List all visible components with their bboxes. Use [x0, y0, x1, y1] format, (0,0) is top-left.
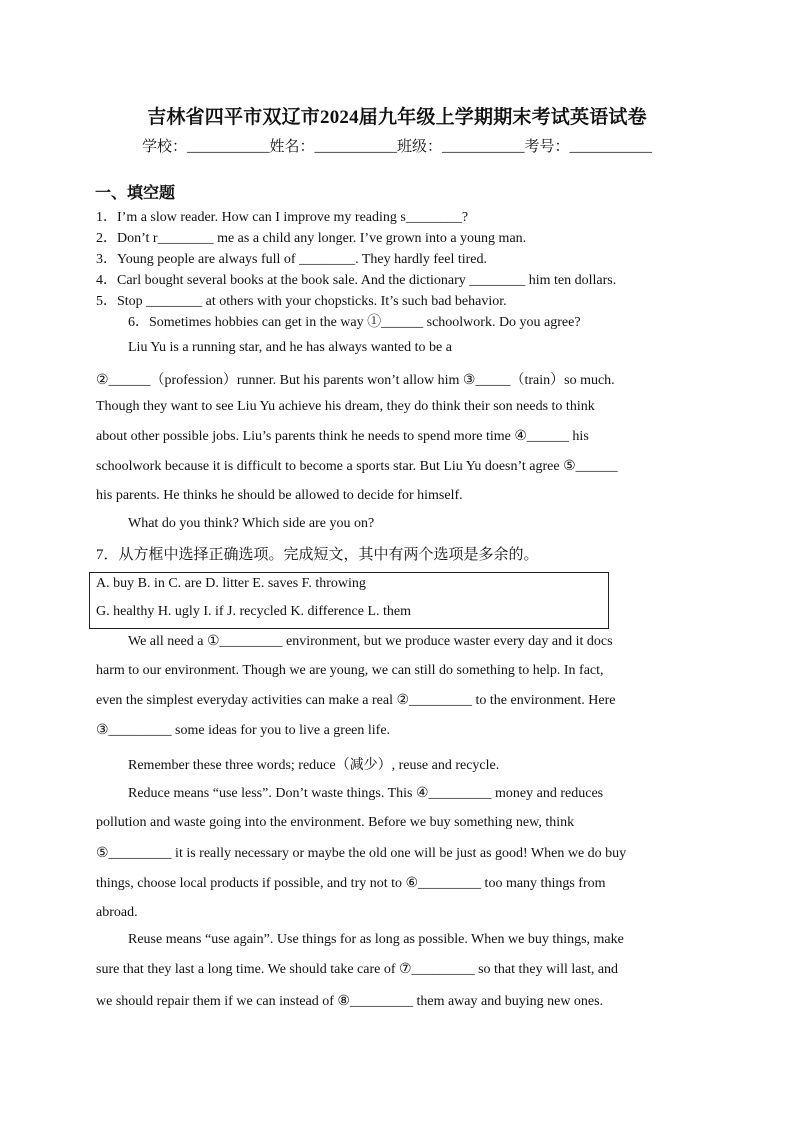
- question-6-line: Though they want to see Liu Yu achieve his dream, they do think their son needs to think: [96, 399, 595, 414]
- question-7-heading: 7．从方框中选择正确选项。完成短文，其中有两个选项是多余的。: [96, 547, 539, 563]
- passage-line: ③_________ some ideas for you to live a green life.: [96, 723, 391, 738]
- question-6-line: What do you think? Which side are you on?: [128, 516, 375, 531]
- question-6-intro: 6．Sometimes hobbies can get in the way ①______ schoolwork. Do you agree?: [128, 315, 581, 330]
- passage-line: abroad.: [96, 905, 138, 920]
- passage-line: we should repair them if we can instead of ⑧_________ them away and buying new ones.: [96, 994, 604, 1009]
- options-row-2: G. healthy H. ugly I. if J. recycled K. difference L. them: [96, 604, 412, 619]
- question-1: 1．I’m a slow reader. How can I improve my reading s________?: [96, 210, 469, 225]
- question-5: 5．Stop ________ at others with your chopsticks. It’s such bad behavior.: [96, 294, 507, 309]
- passage-line: harm to our environment. Though we are young, we can still do something to help. In fact,: [96, 663, 604, 678]
- passage-line: We all need a ①_________ environment, but we produce waster every day and it docs: [128, 634, 613, 649]
- page-title: 吉林省四平市双辽市2024届九年级上学期期末考试英语试卷: [147, 107, 647, 128]
- question-6-line: his parents. He thinks he should be allowed to decide for himself.: [96, 488, 463, 503]
- question-6-line: schoolwork because it is difficult to become a sports star. But Liu Yu doesn’t agree ⑤______: [96, 459, 618, 474]
- options-box: [89, 572, 609, 629]
- passage-line: even the simplest everyday activities can make a real ②_________ to the environment. Here: [96, 693, 616, 708]
- question-6-line: Liu Yu is a running star, and he has always wanted to be a: [128, 340, 452, 355]
- student-info-line: 学校：___________姓名：___________班级：___________考号：___________: [141, 139, 652, 155]
- passage-line: pollution and waste going into the environment. Before we buy something new, think: [96, 815, 575, 830]
- passage-line: sure that they last a long time. We should take care of ⑦_________ so that they will last, and: [96, 962, 619, 977]
- options-row-1: A. buy B. in C. are D. litter E. saves F. throwing: [96, 576, 366, 591]
- passage-line: Reuse means “use again”. Use things for as long as possible. When we buy things, make: [128, 932, 624, 947]
- passage-line: Remember these three words; reduce（减少）, reuse and recycle.: [128, 758, 500, 773]
- question-4: 4．Carl bought several books at the book sale. And the dictionary ________ him ten dollars.: [96, 273, 617, 288]
- section-heading: 一、填空题: [95, 185, 176, 202]
- passage-line: ⑤_________ it is really necessary or maybe the old one will be just as good! When we do buy: [96, 846, 627, 861]
- passage-line: Reduce means “use less”. Don’t waste things. This ④_________ money and reduces: [128, 786, 604, 801]
- question-2: 2．Don’t r________ me as a child any longer. I’ve grown into a young man.: [96, 231, 527, 246]
- question-3: 3．Young people are always full of ________. They hardly feel tired.: [96, 252, 488, 267]
- passage-line: things, choose local products if possible, and try not to ⑥_________ too many things from: [96, 876, 606, 891]
- question-6-line: ②______（profession）runner. But his parents won’t allow him ③_____（train）so much.: [96, 373, 615, 388]
- question-6-line: about other possible jobs. Liu’s parents think he needs to spend more time ④______ his: [96, 429, 589, 444]
